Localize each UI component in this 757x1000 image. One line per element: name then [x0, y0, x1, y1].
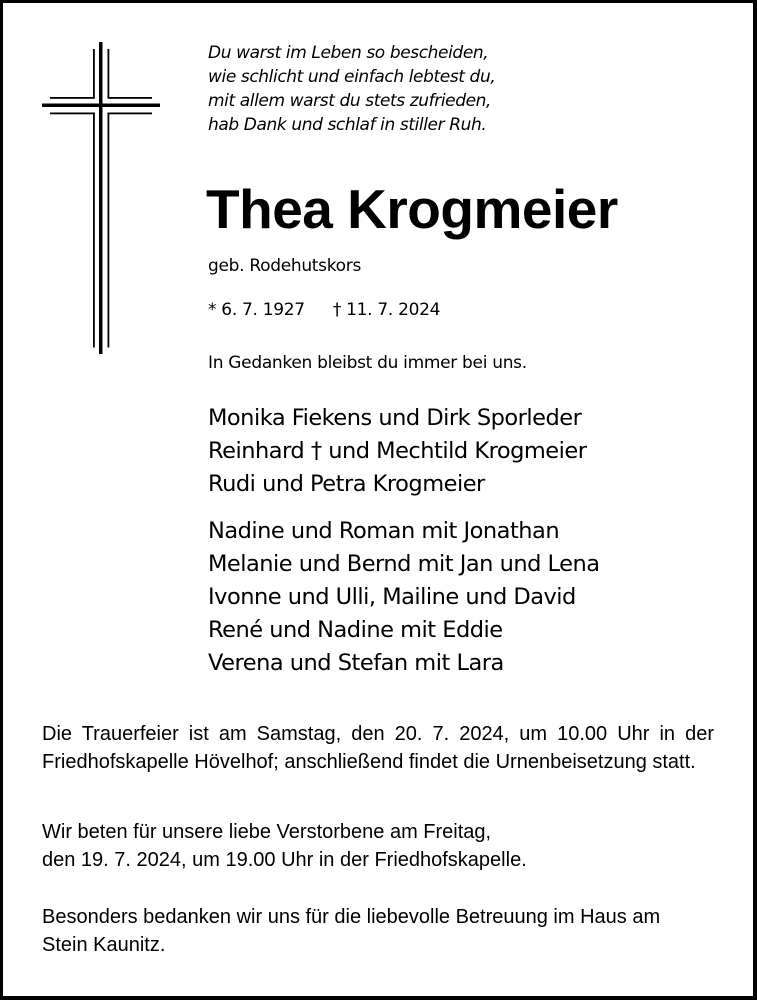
poem-line: hab Dank und schlaf in stiller Ruh. — [208, 115, 487, 135]
poem-line: mit allem warst du stets zufrieden, — [208, 91, 492, 111]
poem-line: Du warst im Leben so bescheiden, — [208, 43, 489, 63]
family-line: Nadine und Roman mit Jonathan — [208, 518, 560, 544]
family-line: Rudi und Petra Krogmeier — [208, 471, 485, 497]
birth-date: * 6. 7. 1927 — [208, 300, 305, 320]
poem — [208, 41, 495, 137]
family-grandchildren — [208, 515, 600, 680]
maiden-name: geb. Rodehutskors — [208, 256, 362, 276]
family-line: Verena und Stefan mit Lara — [208, 650, 504, 676]
prayer-info — [42, 818, 714, 874]
family-line: Monika Fiekens und Dirk Sporleder — [208, 405, 582, 431]
family-children — [208, 402, 586, 501]
prayer-line: den 19. 7. 2024, um 19.00 Uhr in der Friedhofskapelle. — [42, 849, 527, 871]
family-line: René und Nadine mit Eddie — [208, 617, 503, 643]
prayer-line: Wir beten für unsere liebe Verstorbene am Freitag, — [42, 821, 492, 843]
life-dates — [208, 298, 440, 322]
deceased-name: Thea Krogmeier — [206, 178, 618, 240]
remembrance-line: In Gedanken bleibst du immer bei uns. — [208, 353, 527, 373]
death-date: † 11. 7. 2024 — [332, 300, 441, 320]
funeral-info: Die Trauerfeier ist am Samstag, den 20. 7. 2024, um 10.00 Uhr in der Friedhofskapelle Hövelhof; anschließend findet die Urnenbeisetzung statt. — [42, 723, 714, 773]
family-line: Ivonne und Ulli, Mailine und David — [208, 584, 576, 610]
poem-line: wie schlicht und einfach lebtest du, — [208, 67, 496, 87]
family-line: Reinhard † und Mechtild Krogmeier — [208, 438, 587, 464]
family-line: Melanie und Bernd mit Jan und Lena — [208, 551, 600, 577]
thanks-note: Besonders bedanken wir uns für die liebevolle Betreuung im Haus am Stein Kaunitz. — [42, 906, 661, 956]
